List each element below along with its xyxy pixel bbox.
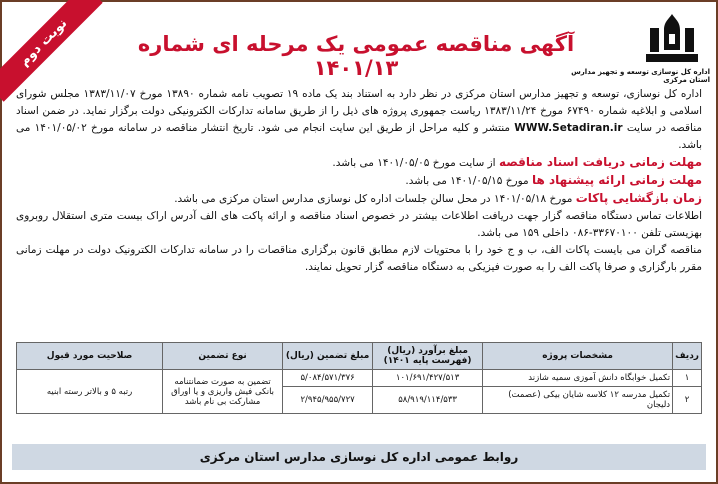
contact-paragraph: اطلاعات تماس دستگاه مناقصه گزار جهت دریافت اطلاعات بیشتر در خصوص اسناد مناقصه و ارائه پاکت های الف آدرس اراک بیست متری استقلال روبروی بهزیستی تلفن ۳۳۶۷۰۱۰۰-۰۸۶ داخلی ۱۵۹ می باشد.: [16, 210, 702, 239]
organization-name: اداره کل نوسازی توسعه و تجهیز مدارس استان مرکزی: [571, 68, 710, 84]
table-row: ۱ تکمیل خوابگاه دانش آموزی سمیه شازند ۱۰۱/۶۹۱/۴۲۷/۵۱۳ ۵/۰۸۴/۵۷۱/۳۷۶ تضمین به صورت ضمانتنامه بانکی فیش واریزی و یا اوراق مشارکت بی نام باشد رتبه ۵ و بالاتر رسته ابنیه: [17, 370, 702, 387]
proposal-deadline: مهلت زمانی ارائه پیشنهاد ها مورخ ۱۴۰۱/۰۵/۱۵ می باشد.: [405, 173, 702, 187]
final-paragraph: مناقصه گران می بایست پاکات الف، ب و ج خود را با محتویات لازم مطابق قانون برگزاری مناقصات را در سامانه تدارکات الکترونیک دولت در مهلت زمانی مقرر بارگزاری و صرفا پاکت الف را به صورت فیزیکی به دستگاه مناقصه گزار تحویل نمایند.: [16, 244, 702, 273]
notice-body: [16, 86, 702, 276]
notice-title: آگهی مناقصه عمومی یک مرحله ای شماره ۱۴۰۱/۱۳: [137, 32, 575, 80]
col-row-number: ردیف: [673, 343, 702, 370]
organization-logo-icon: [642, 10, 702, 66]
document-deadline: مهلت زمانی دریافت اسناد مناقصه از سایت مورخ ۱۴۰۱/۰۵/۰۵ می باشد.: [332, 155, 702, 169]
opening-time: زمان بازگشایی پاکات مورخ ۱۴۰۱/۰۵/۱۸ در محل سالن جلسات اداره کل نوسازی مدارس استان مرکزی می باشد.: [174, 191, 702, 205]
col-qualification: صلاحیت مورد قبول: [17, 343, 163, 370]
col-guarantee-type: نوع تضمین: [163, 343, 283, 370]
col-project: مشخصات پروژه: [483, 343, 673, 370]
table-row: ۲ تکمیل مدرسه ۱۲ کلاسه شایان بیکی (عصمت) دلیجان ۵۸/۹۱۹/۱۱۴/۵۳۳ ۲/۹۴۵/۹۵۵/۷۲۷: [17, 387, 702, 414]
website-link[interactable]: WWW.Setadiran.ir: [514, 122, 623, 134]
footer-public-relations: روابط عمومی اداره کل نوسازی مدارس استان مرکزی: [12, 444, 706, 470]
guarantee-type-cell: تضمین به صورت ضمانتنامه بانکی فیش واریزی و یا اوراق مشارکت بی نام باشد: [163, 370, 283, 414]
intro-paragraph: اداره کل نوسازی، توسعه و تجهیز مدارس استان مرکزی در نظر دارد به استناد بند یک ماده ۱۹ تصویب نامه شماره ۱۳۸۹۰ مورخ ۱۳۸۳/۱۱/۰۷ مجلس شورای اسلامی و ابلاغیه شماره ۶۷۴۹۰ مورخ ۱۳۸۳/۱۱/۲۴ ریاست جمهوری پروژه های ذیل را از طریق سامانه تدارکات الکترونیکی دولت برگزار نماید. در ضمن اسناد مناقصه در سایت WWW.Setadiran.ir منتشر و کلیه مراحل از طریق این سایت انجام می شود. تاریخ انتشار مناقصه در سامانه مورخ ۱۴۰۱/۰۵/۰۲ می باشد.: [16, 88, 702, 151]
col-estimate: مبلغ برآورد (ریال) (فهرست پایه ۱۴۰۱): [373, 343, 483, 370]
qualification-cell: رتبه ۵ و بالاتر رسته ابنیه: [17, 370, 163, 414]
second-publication-ribbon: نوبت دوم: [0, 0, 103, 102]
table-header-row: [17, 343, 702, 370]
projects-table: [16, 342, 702, 414]
col-guarantee-amount: مبلغ تضمین (ریال): [283, 343, 373, 370]
